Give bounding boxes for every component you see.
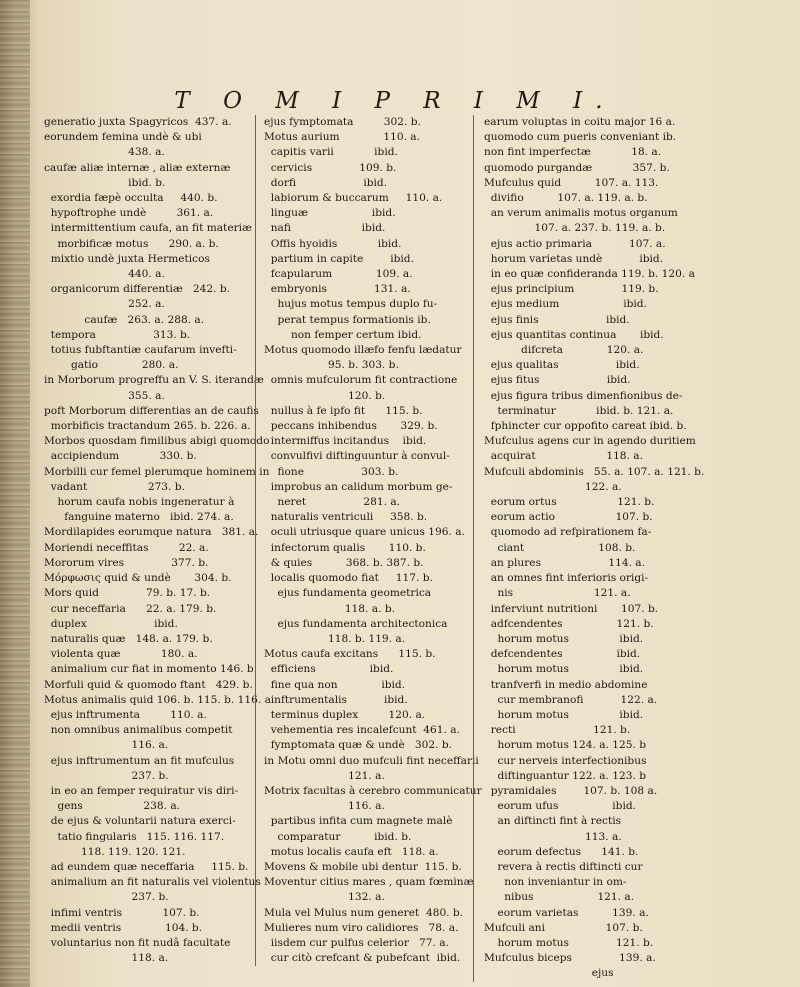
index-entry-line: intermiffus incitandus ibid. [264, 435, 427, 448]
index-entry-line: infectorum qualis 110. b. [264, 541, 426, 554]
index-entry-line: linguæ ibid. [264, 207, 396, 220]
index-entry-line: 252. a. [44, 298, 165, 311]
index-entry-line: 122. a. [484, 480, 622, 493]
index-entry-line: eorum ufus ibid. [484, 800, 637, 813]
index-entry-line: fcapularum 109. a. [264, 268, 413, 281]
index-entry-line: dorfi ibid. [264, 176, 388, 189]
index-entry-line: Mors quid 79. b. 17. b. [44, 587, 211, 600]
index-entry-line: ejus [484, 967, 614, 980]
index-entry-line: 120. b. [264, 389, 386, 402]
index-entry-line: pyramidales 107. b. 108 a. [484, 784, 658, 797]
index-entry-line: in eo quæ confideranda 119. b. 120. a [484, 268, 695, 281]
index-entry-line: accipiendum 330. b. [44, 450, 197, 463]
index-entry-line: defcendentes ibid. [484, 648, 641, 661]
index-entry-line: Offis hyoidis ibid. [264, 237, 402, 250]
index-column-3 [473, 115, 762, 982]
index-entry-line: quomodo ad refpirationem fa- [484, 526, 652, 539]
index-entry-line: ad eundem quæ neceffaria 115. b. [44, 860, 249, 873]
index-entry-line: non femper certum ibid. [264, 328, 422, 341]
index-entry-line: animalium cur fiat in momento 146. b. [44, 663, 258, 676]
index-entry-line: improbus an calidum morbum ge- [264, 480, 453, 493]
index-entry-line: neret 281. a. [264, 496, 401, 509]
index-entry-line: fymptomata quæ & undè 302. b. [264, 739, 453, 752]
index-entry-line: efficiens ibid. [264, 663, 394, 676]
index-entry-line: nullus à fe ipfo fit 115. b. [264, 404, 423, 417]
index-entry-line: fione 303. b. [264, 465, 399, 478]
index-entry-line: inferviunt nutritioni 107. b. [484, 602, 659, 615]
index-entry-line: Motrix facultas à cerebro communicatur [264, 784, 482, 797]
index-entry-line: Mufculus agens cur in agendo duritiem [484, 435, 696, 448]
index-entry-line: 116. a. [44, 739, 169, 752]
index-entry-line: horum varietas undè ibid. [484, 252, 664, 265]
index-entry-line: Motus animalis quid 106. b. 115. b. 116. a. [44, 693, 275, 706]
index-entry-line: 118. a. b. [264, 602, 395, 615]
index-entry-line: Mufculi abdominis 55. a. 107. a. 121. b. [484, 465, 705, 478]
index-entry-line: 118. 119. 120. 121. [44, 845, 186, 858]
index-entry-line: hujus motus tempus duplo fu- [264, 298, 438, 311]
index-entry-line: poft Morborum differentias an de caufis [44, 404, 259, 417]
index-entry-line: ejus fymptomata 302. b. [264, 116, 421, 128]
index-entry-line: morbificæ motus 290. a. b. [44, 237, 219, 250]
index-entry-line: capitis varii ibid. [264, 146, 398, 159]
index-entry-line: tempora 313. b. [44, 328, 191, 341]
index-entry-line: an verum animalis motus organum [484, 207, 678, 220]
index-entry-line: cur citò crefcant & pubefcant ibid. [264, 952, 461, 965]
index-entry-line: localis quomodo fiat 117. b. [264, 572, 433, 585]
index-entry-line: partibus infita cum magnete malè [264, 815, 453, 828]
index-entry-line: animalium an fit naturalis vel violentus [44, 876, 261, 889]
index-entry-line: non omnibus animalibus competit [44, 724, 233, 737]
index-entry-line: horum motus 124. a. 125. b [484, 739, 647, 752]
index-entry-line: in Morborum progreffu an V. S. iterandæ [44, 374, 264, 387]
index-entry-line: ibid. b. [44, 176, 166, 189]
index-entry-line: eorum varietas 139. a. [484, 906, 649, 919]
index-entry-line: oculi utriusque quare unicus 196. a. [264, 526, 465, 539]
index-entry-line: hypoftrophe undè 361. a. [44, 207, 214, 220]
index-entry-line: fanguine materno ibid. 274. a. [44, 511, 234, 524]
index-entry-line: eorundem femina undè & ubi [44, 131, 202, 144]
index-entry-line: partium in capite ibid. [264, 252, 414, 265]
index-entry-line: Mufculus biceps 139. a. [484, 952, 656, 965]
index-entry-line: generatio juxta Spagyricos 437. a. [44, 116, 232, 128]
index-entry-line: ejus medium ibid. [484, 298, 647, 311]
index-entry-line: difcreta 120. a. [484, 344, 644, 357]
index-entry-line: 438. a. [44, 146, 165, 159]
index-entry-line: quomodo cum pueris conveniant ib. [484, 131, 677, 144]
index-entry-line: Mororum vires 377. b. [44, 556, 209, 569]
index-entry-line: Morbilli cur femel plerumque hominem in [44, 465, 270, 478]
index-entry-line: in eo an femper requiratur vis diri- [44, 784, 239, 797]
index-column-1 [44, 115, 275, 966]
index-entry-line: Mόρφωσις quid & undè 304. b. [44, 572, 232, 585]
index-entry-line: non fint imperfectæ 18. a. [484, 146, 662, 159]
index-entry-line: earum voluptas in coitu major 16 a. [484, 116, 676, 128]
index-entry-line: motus localis caufa eft 118. a. [264, 845, 439, 858]
index-entry-line: Moriendi neceffitas 22. a. [44, 541, 209, 554]
index-entry-line: Motus aurium 110. a. [264, 131, 420, 144]
index-entry-line: adfcendentes 121. b. [484, 617, 654, 630]
index-entry-line: ejus inftrumenta 110. a. [44, 708, 207, 721]
index-entry-line: 355. a. [44, 389, 165, 402]
index-entry-line: Mulieres num viro calidiores 78. a. [264, 921, 459, 934]
index-entry-line: ciant 108. b. [484, 541, 636, 554]
index-entry-line: 113. a. [484, 830, 622, 843]
index-entry-line: cur membranofi 122. a. [484, 693, 658, 706]
index-entry-line: Mordilapides eorumque natura 381. a. [44, 526, 259, 539]
index-entry-line: recti 121. b. [484, 724, 631, 737]
index-entry-line: tatio fingularis 115. 116. 117. [44, 830, 225, 843]
index-entry-line: horum motus 121. b. [484, 936, 654, 949]
index-entry-line: 237. b. [44, 769, 169, 782]
index-entry-line: duplex ibid. [44, 617, 178, 630]
index-entry-line: naturalis ventriculi 358. b. [264, 511, 428, 524]
index-entry-line: ejus figura tribus dimenfionibus de- [484, 389, 683, 402]
index-entry-line: terminus duplex 120. a. [264, 708, 426, 721]
index-entry-line: ejus principium 119. b. [484, 283, 659, 296]
index-entry-line: nis 121. a. [484, 587, 631, 600]
index-entry-line: diftinguantur 122. a. 123. b [484, 769, 647, 782]
index-entry-line: ejus fundamenta geometrica [264, 587, 432, 600]
index-entry-line: eorum actio 107. b. [484, 511, 653, 524]
index-entry-line: Mufculus quid 107. a. 113. [484, 176, 659, 189]
index-entry-line: violenta quæ 180. a. [44, 648, 198, 661]
index-entry-line: convulfivi diftinguuntur à convul- [264, 450, 450, 463]
index-entry-line: an diftincti fint à rectis [484, 815, 622, 828]
index-entry-line: fphincter cur oppofito careat ibid. b. [484, 420, 687, 433]
index-entry-line: omnis mufculorum fit contractione [264, 374, 458, 387]
index-entry-line: gatio 280. a. [44, 359, 179, 372]
index-entry-line: ejus quantitas continua ibid. [484, 328, 664, 341]
index-entry-line: cervicis 109. b. [264, 161, 397, 174]
index-entry-line: cur nerveis interfectionibus [484, 754, 647, 767]
index-entry-line: quomodo purgandæ 357. b. [484, 161, 670, 174]
index-entry-line: gens 238. a. [44, 800, 181, 813]
index-entry-line: Mula vel Mulus num generet 480. b. [264, 906, 464, 919]
index-entry-line: non inveniantur in om- [484, 876, 627, 889]
index-entry-line: fine qua non ibid. [264, 678, 406, 691]
index-column-2 [255, 115, 482, 966]
index-entry-line: horum motus ibid. [484, 632, 644, 645]
index-entry-line: morbificis tractandum 265. b. 226. a. [44, 420, 251, 433]
index-entry-line: 440. a. [44, 268, 165, 281]
book-gutter [0, 0, 30, 987]
index-entry-line: tranfverfi in medio abdomine [484, 678, 648, 691]
index-entry-line: nibus 121. a. [484, 891, 635, 904]
index-entry-line: vadant 273. b. [44, 480, 185, 493]
index-entry-line: embryonis 131. a. [264, 283, 411, 296]
index-entry-line: revera à rectis diftincti cur [484, 860, 643, 873]
index-entry-line: ejus qualitas ibid. [484, 359, 640, 372]
index-entry-line: medii ventris 104. b. [44, 921, 203, 934]
index-entry-line: vehementia res incalefcunt 461. a. [264, 724, 460, 737]
index-entry-line: peccans inhibendus 329. b. [264, 420, 438, 433]
index-entry-line: Movens & mobile ubi dentur 115. b. [264, 860, 462, 873]
index-entry-line: comparatur ibid. b. [264, 830, 412, 843]
index-entry-line: Morfuli quid & quomodo ftant 429. b. [44, 678, 253, 691]
index-entry-line: horum caufa nobis ingeneratur à [44, 496, 235, 509]
index-entry-line: infimi ventris 107. b. [44, 906, 200, 919]
index-entry-line: Mufculi ani 107. b. [484, 921, 643, 934]
index-entry-line: 237. b. [44, 891, 169, 904]
index-entry-line: Morbos quosdam fimilibus abigi quomodo [44, 435, 270, 448]
running-head: T O M I P R I M I. [174, 88, 616, 114]
index-entry-line: divifio 107. a. 119. a. b. [484, 192, 648, 205]
index-entry-line: totius fubftantiæ caufarum invefti- [44, 344, 237, 357]
index-entry-line: caufæ 263. a. 288. a. [44, 313, 205, 326]
index-entry-line: 118. b. 119. a. [264, 632, 406, 645]
index-entry-line: voluntarius non fit nudâ facultate [44, 936, 231, 949]
index-entry-line: eorum ortus 121. b. [484, 496, 655, 509]
index-entry-line: horum motus ibid. [484, 663, 644, 676]
index-entry-line: Moventur citius mares , quam fœminæ [264, 876, 474, 889]
index-entry-line: nafi ibid. [264, 222, 386, 235]
index-entry-line: organicorum differentiæ 242. b. [44, 283, 231, 296]
index-entry-line: mixtio undè juxta Hermeticos [44, 252, 210, 265]
index-entry-line: acquirat 118. a. [484, 450, 643, 463]
index-entry-line: eorum defectus 141. b. [484, 845, 639, 858]
index-entry-line: 95. b. 303. b. [264, 359, 399, 372]
index-entry-line: in Motu omni duo mufculi fint neceffarii [264, 754, 479, 767]
index-entry-line: de ejus & voluntarii natura exerci- [44, 815, 236, 828]
index-entry-line: perat tempus formationis ib. [264, 313, 431, 326]
index-entry-line: ejus actio primaria 107. a. [484, 237, 666, 250]
index-entry-line: Motus quomodo illæfo fenfu lædatur [264, 344, 462, 357]
index-entry-line: caufæ aliæ internæ , aliæ externæ [44, 161, 231, 174]
index-entry-line: iisdem cur pulfus celerior 77. a. [264, 936, 449, 949]
index-entry-line: an plures 114. a. [484, 556, 645, 569]
index-entry-line: 132. a. [264, 891, 385, 904]
index-entry-line: intermittentium caufa, an fit materiæ [44, 222, 252, 235]
index-entry-line: cur neceffaria 22. a. 179. b. [44, 602, 217, 615]
index-entry-line: terminatur ibid. b. 121. a. [484, 404, 674, 417]
index-entry-line: ejus finis ibid. [484, 313, 630, 326]
index-entry-line: inftrumentalis ibid. [264, 693, 408, 706]
index-entry-line: ejus fundamenta architectonica [264, 617, 448, 630]
index-entry-line: 121. a. [264, 769, 385, 782]
index-entry-line: & quies 368. b. 387. b. [264, 556, 424, 569]
index-entry-line: ejus inftrumentum an fit mufculus [44, 754, 235, 767]
index-entry-line: naturalis quæ 148. a. 179. b. [44, 632, 213, 645]
index-entry-line: an omnes fint inferioris origi- [484, 572, 649, 585]
index-entry-line: ejus fitus ibid. [484, 374, 631, 387]
index-entry-line: 116. a. [264, 800, 385, 813]
index-entry-line: exordia fæpè occulta 440. b. [44, 192, 218, 205]
index-entry-line: 107. a. 237. b. 119. a. b. [484, 222, 666, 235]
index-entry-line: horum motus ibid. [484, 708, 644, 721]
index-entry-line: Motus caufa excitans 115. b. [264, 648, 436, 661]
index-entry-line: 118. a. [44, 952, 169, 965]
index-entry-line: labiorum & buccarum 110. a. [264, 192, 443, 205]
